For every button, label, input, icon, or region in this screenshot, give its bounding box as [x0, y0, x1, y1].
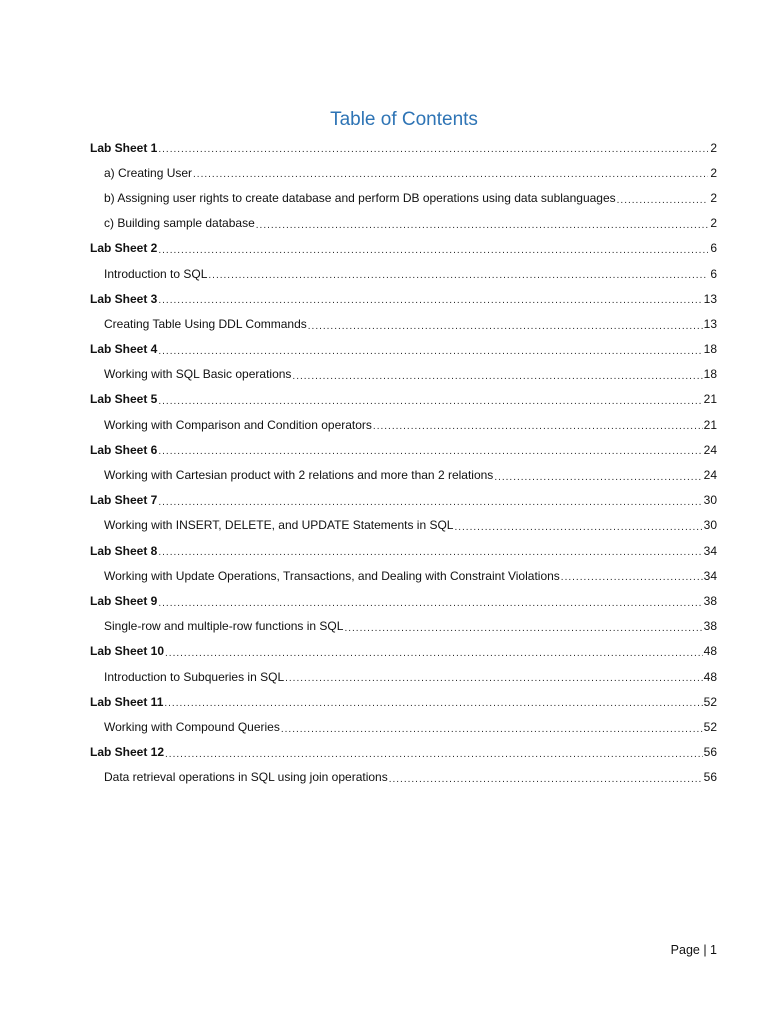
- toc-entry-text: Lab Sheet 5: [90, 392, 158, 407]
- dot-leader: [281, 725, 703, 740]
- toc-heading-entry[interactable]: [90, 437, 717, 462]
- toc-entry-text: c) Building sample database: [104, 216, 255, 231]
- dot-leader: [389, 775, 703, 790]
- dot-leader: [158, 548, 702, 563]
- toc-page-number: 2: [710, 165, 717, 180]
- dot-leader: [308, 322, 703, 337]
- dot-leader: [494, 473, 702, 488]
- toc-page-number: 38: [703, 593, 717, 608]
- toc-entry-text: Working with Update Operations, Transactions, and Dealing with Constraint Violations: [104, 568, 560, 583]
- toc-entry-text: Creating Table Using DDL Commands: [104, 316, 307, 331]
- toc-entry-text: Working with Cartesian product with 2 relations and more than 2 relations: [104, 468, 494, 483]
- toc-heading-entry[interactable]: [90, 639, 717, 664]
- toc-subentry[interactable]: [90, 412, 717, 437]
- toc-title: Table of Contents: [330, 109, 478, 130]
- dot-leader: [158, 599, 702, 614]
- toc-entry-text: Introduction to Subqueries in SQL: [104, 669, 285, 684]
- toc-entry-text: Lab Sheet 3: [90, 291, 158, 306]
- dot-leader: [193, 170, 708, 185]
- dot-leader: [292, 372, 702, 387]
- toc-entry-text: Lab Sheet 9: [90, 593, 158, 608]
- toc-heading-entry[interactable]: [90, 588, 717, 613]
- toc-page-number: 30: [703, 493, 717, 508]
- toc-subentry[interactable]: [90, 261, 717, 286]
- dot-leader: [617, 196, 708, 211]
- toc-entry-text: Lab Sheet 7: [90, 493, 158, 508]
- toc-page-number: 21: [703, 417, 717, 432]
- toc-page-number: 2: [710, 216, 717, 231]
- toc-entry-text: Introduction to SQL: [104, 266, 208, 281]
- dot-leader: [256, 221, 708, 236]
- toc-entry-text: b) Assigning user rights to create database and perform DB operations using data sublanguages: [104, 190, 616, 205]
- toc-entry-text: Working with Comparison and Condition operators: [104, 417, 372, 432]
- toc-page-number: 2: [710, 140, 717, 155]
- toc-page-number: 2: [710, 190, 717, 205]
- dot-leader: [158, 145, 708, 160]
- toc-entry-text: Lab Sheet 4: [90, 342, 158, 357]
- dot-leader: [454, 523, 702, 538]
- dot-leader: [158, 397, 702, 412]
- toc-page-number: 34: [703, 568, 717, 583]
- toc-subentry[interactable]: [90, 462, 717, 487]
- toc-entry-text: a) Creating User: [104, 165, 193, 180]
- toc-entry-text: Lab Sheet 6: [90, 442, 158, 457]
- toc-entry-text: Single-row and multiple-row functions in SQL: [104, 619, 344, 634]
- toc-page-number: 24: [703, 442, 717, 457]
- toc-page-number: 52: [703, 694, 717, 709]
- toc-page-number: 13: [703, 291, 717, 306]
- dot-leader: [165, 649, 703, 664]
- dot-leader: [158, 447, 702, 462]
- toc-heading-entry[interactable]: [90, 689, 717, 714]
- toc-subentry[interactable]: [90, 211, 717, 236]
- toc-entry-text: Lab Sheet 8: [90, 543, 158, 558]
- toc-entry-text: Data retrieval operations in SQL using join operations: [104, 770, 388, 785]
- toc-entry-text: Working with SQL Basic operations: [104, 367, 292, 382]
- toc-entry-text: Lab Sheet 12: [90, 745, 165, 760]
- toc-subentry[interactable]: [90, 311, 717, 336]
- toc-heading-entry[interactable]: [90, 236, 717, 261]
- toc-page-number: 6: [710, 266, 717, 281]
- toc-page-number: 18: [703, 342, 717, 357]
- toc-entry-text: Lab Sheet 1: [90, 140, 158, 155]
- toc-page-number: 56: [703, 745, 717, 760]
- toc-entry-text: Working with INSERT, DELETE, and UPDATE Statements in SQL: [104, 518, 454, 533]
- toc-page-number: 30: [703, 518, 717, 533]
- toc-subentry[interactable]: [90, 563, 717, 588]
- toc-heading-entry[interactable]: [90, 286, 717, 311]
- toc-entry-text: Lab Sheet 10: [90, 644, 165, 659]
- toc-page-number: 52: [703, 719, 717, 734]
- toc-list: [90, 135, 717, 790]
- toc-page-number: 34: [703, 543, 717, 558]
- toc-page-number: 38: [703, 619, 717, 634]
- toc-entry-text: Working with Compound Queries: [104, 719, 280, 734]
- dot-leader: [158, 246, 708, 261]
- toc-page-number: 48: [703, 669, 717, 684]
- toc-page-number: 56: [703, 770, 717, 785]
- toc-page-number: 24: [703, 468, 717, 483]
- toc-subentry[interactable]: [90, 362, 717, 387]
- toc-subentry[interactable]: [90, 160, 717, 185]
- toc-subentry[interactable]: [90, 765, 717, 790]
- toc-subentry[interactable]: [90, 714, 717, 739]
- dot-leader: [165, 750, 703, 765]
- toc-heading-entry[interactable]: [90, 538, 717, 563]
- dot-leader: [158, 296, 702, 311]
- dot-leader: [285, 674, 703, 689]
- dot-leader: [344, 624, 702, 639]
- toc-page-number: 48: [703, 644, 717, 659]
- toc-heading-entry[interactable]: [90, 337, 717, 362]
- toc-heading-entry[interactable]: [90, 488, 717, 513]
- dot-leader: [208, 271, 708, 286]
- toc-heading-entry[interactable]: [90, 135, 717, 160]
- dot-leader: [158, 498, 702, 513]
- toc-subentry[interactable]: [90, 185, 717, 210]
- toc-subentry[interactable]: [90, 513, 717, 538]
- toc-entry-text: Lab Sheet 2: [90, 241, 158, 256]
- dot-leader: [373, 422, 703, 437]
- toc-heading-entry[interactable]: [90, 740, 717, 765]
- dot-leader: [158, 347, 702, 362]
- toc-page-number: 21: [703, 392, 717, 407]
- dot-leader: [561, 573, 703, 588]
- toc-subentry[interactable]: [90, 614, 717, 639]
- toc-heading-entry[interactable]: [90, 387, 717, 412]
- toc-entry-text: Lab Sheet 11: [90, 694, 164, 709]
- page-footer: Page | 1: [670, 943, 717, 957]
- dot-leader: [164, 699, 702, 714]
- toc-subentry[interactable]: [90, 664, 717, 689]
- toc-page-number: 18: [703, 367, 717, 382]
- toc-page-number: 13: [703, 316, 717, 331]
- toc-page-number: 6: [710, 241, 717, 256]
